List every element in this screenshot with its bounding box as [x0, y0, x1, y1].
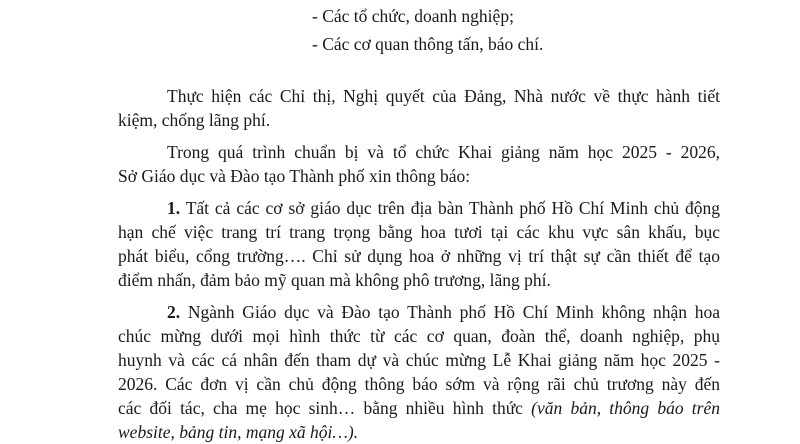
item-2-line-4: 2026. Các đơn vị cần chủ động thông báo sớm và rộng rãi chủ trương này đến — [118, 374, 720, 394]
preface-line-1: Trong quá trình chuẩn bị và tổ chức Khai giảng năm học 2025 - 2026, — [167, 142, 720, 162]
item-1-line-4: điểm nhấn, đảm bảo mỹ quan mà không phô trương, lãng phí. — [118, 270, 551, 290]
item-1-line-1: 1. Tất cả các cơ sở giáo dục trên địa bàn Thành phố Hồ Chí Minh chủ động — [167, 198, 720, 218]
item-2-forms-italic: (văn bản, thông báo trên — [531, 398, 720, 418]
item-2-line-3: huynh và các cá nhân đến tham dự và chúc mừng Lễ Khai giảng năm học 2025 - — [118, 350, 720, 370]
item-1-number: 1. — [167, 198, 181, 218]
item-2-line-2: chúc mừng dưới mọi hình thức từ các cơ quan, đoàn thể, doanh nghiệp, phụ — [118, 326, 720, 346]
intro-line-1: Thực hiện các Chỉ thị, Nghị quyết của Đảng, Nhà nước về thực hành tiết — [167, 86, 720, 106]
item-2-line-6: website, bảng tin, mạng xã hội…). — [118, 422, 359, 442]
item-1-line-2: hạn chế việc trang trí trang trọng bằng hoa tươi tại các khu vực sân khấu, bục — [118, 222, 720, 242]
item-1-line-3: phát biểu, cổng trường…. Chỉ sử dụng hoa ở những vị trí thật sự cần thiết để tạo — [118, 246, 720, 266]
recipient-press: - Các cơ quan thông tấn, báo chí. — [312, 34, 544, 54]
intro-line-2: kiệm, chống lãng phí. — [118, 110, 271, 130]
item-2-line-1: 2. Ngành Giáo dục và Đào tạo Thành phố Hồ Chí Minh không nhận hoa — [167, 302, 721, 322]
preface-line-2: Sở Giáo dục và Đào tạo Thành phố xin thông báo: — [118, 166, 471, 186]
recipient-organizations: - Các tổ chức, doanh nghiệp; — [312, 6, 514, 26]
item-2-number: 2. — [167, 302, 181, 322]
item-2-line-5: các đối tác, cha mẹ học sinh… bằng nhiều hình thức (văn bản, thông báo trên — [118, 398, 720, 418]
